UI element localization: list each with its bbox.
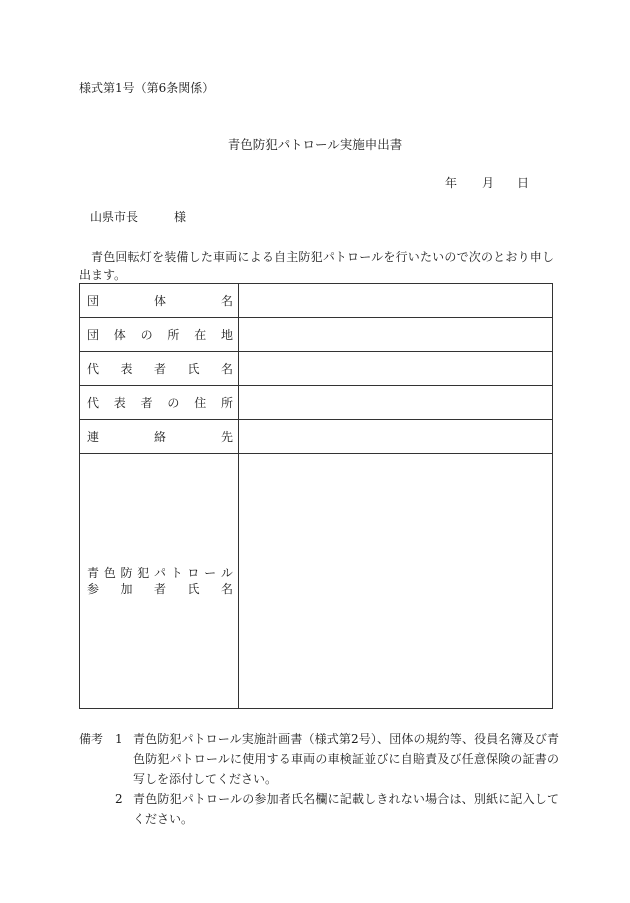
form-row-label-text: 代 表 者 氏 名	[87, 362, 233, 376]
addressee-honorific: 様	[174, 210, 187, 224]
form-row-value-field[interactable]	[239, 352, 553, 386]
date-month-label: 月	[482, 176, 495, 190]
participants-value-field[interactable]	[239, 454, 553, 709]
note-text: 青色防犯パトロールの参加者氏名欄に記載しきれない場合は、別紙に記入してください。	[133, 792, 559, 826]
form-row-label-text: 団 体 の 所 在 地	[87, 328, 233, 342]
form-row	[80, 386, 553, 420]
form-row-label	[80, 420, 239, 454]
form-number: 様式第1号（第6条関係）	[79, 81, 215, 95]
notes-heading: 備考	[79, 732, 104, 746]
form-row-value-field[interactable]	[239, 386, 553, 420]
form-row-value-field[interactable]	[239, 420, 553, 454]
document-title: 青色防犯パトロール実施申出書	[227, 137, 403, 152]
application-form-table	[79, 283, 553, 709]
form-row-label	[80, 352, 239, 386]
addressee-name: 山県市長	[90, 210, 139, 224]
form-row-label	[80, 284, 239, 318]
form-row-label-text: 団 体 名	[87, 294, 233, 308]
form-row-value-field[interactable]	[239, 318, 553, 352]
note-number: 2	[115, 792, 123, 806]
participants-label-line2: 参 加 者 氏 名	[87, 582, 233, 596]
date-line	[445, 177, 529, 189]
note-number: 1	[115, 732, 123, 746]
form-row	[80, 318, 553, 352]
form-row	[80, 284, 553, 318]
note-item-2	[79, 789, 559, 829]
participants-label	[80, 454, 239, 709]
note-item-1	[79, 729, 559, 789]
form-row-value-field[interactable]	[239, 284, 553, 318]
note-text: 青色防犯パトロール実施計画書（様式第2号）、団体の規約等、役員名簿及び青色防犯パトロールに使用する車両の車検証並びに自賠責及び任意保険の証書の写しを添付してください。	[133, 732, 559, 786]
form-row-label	[80, 318, 239, 352]
form-row-label-text: 代 表 者 の 住 所	[87, 396, 233, 410]
form-row	[80, 420, 553, 454]
form-row-label	[80, 386, 239, 420]
form-row	[80, 352, 553, 386]
date-day-label: 日	[517, 176, 530, 190]
form-row-label-text: 連 絡 先	[87, 430, 233, 444]
participants-row	[80, 454, 553, 709]
addressee	[90, 211, 186, 223]
participants-label-line1: 青 色 防 犯 パ ト ロ ー ル	[87, 566, 233, 580]
date-year-label: 年	[445, 176, 458, 190]
intro-text: 青色回転灯を装備した車両による自主防犯パトロールを行いたいので次のとおり申し出ます。	[79, 250, 554, 282]
notes-section	[79, 729, 559, 829]
